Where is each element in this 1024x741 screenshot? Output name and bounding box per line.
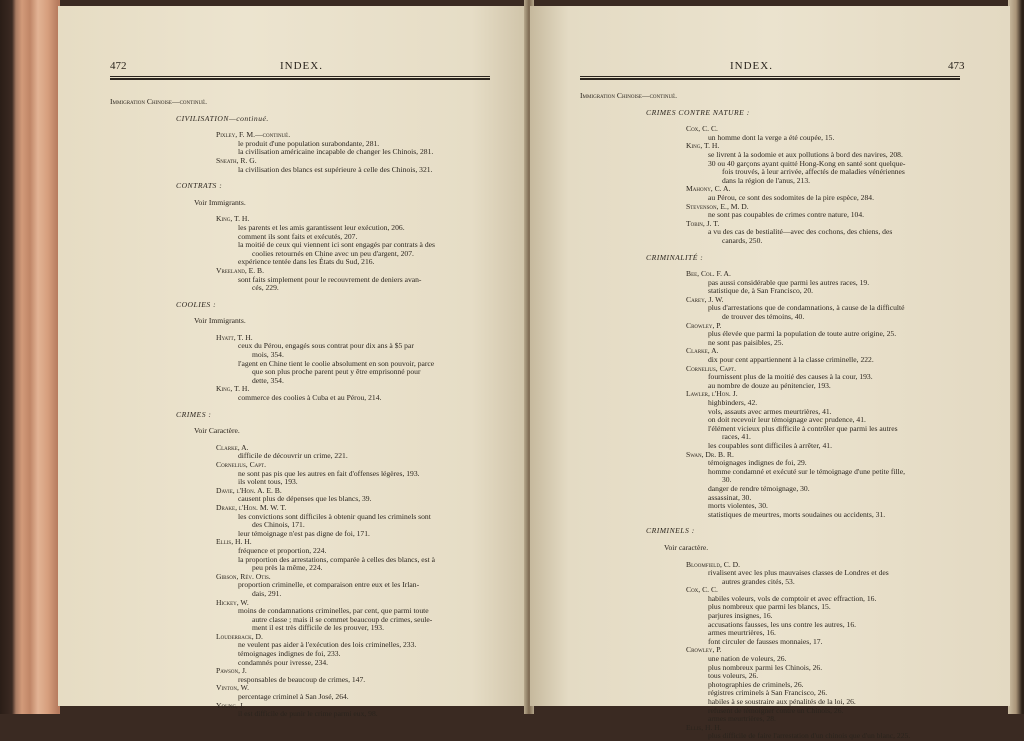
index-entry: morts violentes, 30. xyxy=(708,501,768,511)
right-page xyxy=(530,6,1010,741)
witness-name: Vinton, W. xyxy=(216,683,249,693)
witness-name: King, T. H. xyxy=(216,214,250,224)
index-entry: habiles à se soustraire aux pénalités de la loi, 26. xyxy=(708,697,856,706)
index-entry: habiles voleurs, vols de comptoir et avec effraction, 16. xyxy=(708,593,877,603)
left-index-text xyxy=(110,94,510,719)
page-edges-right xyxy=(1008,0,1024,714)
witness-name: Hyatt, T. H. xyxy=(216,332,253,342)
index-entry: sont faits simplement pour le recouvrement de deniers avan- xyxy=(238,274,422,284)
right-running-header: INDEX. xyxy=(730,60,773,72)
witness-name: Gibson, Rév. Otis. xyxy=(216,571,271,581)
index-entry: statistiques de meurtres, morts soudaines ou accidents, 31. xyxy=(708,509,886,519)
index-entry: difficile de découvrir un crime, 221. xyxy=(238,451,348,461)
section-heading: CRIMINELS : xyxy=(646,526,695,536)
index-entry-continuation: dette, 354. xyxy=(252,375,284,385)
index-entry: vols, assauts avec armes meurtrières, 41. xyxy=(708,406,832,416)
index-entry: un homme dont la verge a été coupée, 15. xyxy=(708,132,835,142)
see-also-reference: Voir Immigrants. xyxy=(194,316,246,326)
index-entry: régistres criminels à San Francisco, 26. xyxy=(708,688,828,698)
index-entry: fournissent plus de la moitié des causes à la cour, 193. xyxy=(708,372,873,382)
index-entry: la civilisation américaine incapable de changer les Chinois, 281. xyxy=(238,147,434,157)
witness-name: Cornelius, Capt. xyxy=(686,363,736,373)
witness-name: Ellis, H. H. xyxy=(216,537,252,547)
index-entry: highbinders, 42. xyxy=(708,398,758,407)
index-entry: ne sont pas pis que les autres en fait d'offenses légères, 193. xyxy=(238,468,420,478)
right-page-number: 473 xyxy=(948,60,965,72)
index-entry: homme condamné et exécuté sur le témoignage d'une petite fille, xyxy=(708,466,906,476)
index-entry: pas aussi considérable que parmi les autres races, 19. xyxy=(708,277,870,287)
witness-name: Cornelius, Capt. xyxy=(216,460,266,469)
index-entry: témoignages indignes de foi, 29. xyxy=(708,458,807,468)
index-entry-continuation: canards, 250. xyxy=(722,235,763,245)
index-entry: témoignages indignes de foi, 233. xyxy=(238,649,341,659)
index-entry: fréquence et proportion, 224. xyxy=(238,545,327,555)
witness-name: Lawler, l'Hon. J. xyxy=(686,389,738,399)
witness-name: Hickey, W. xyxy=(216,597,249,607)
left-page xyxy=(58,6,528,719)
index-entry: ils volent tous, 193. xyxy=(238,477,298,487)
index-entry: ne sont pas coupables de crimes contre nature, 104. xyxy=(708,210,865,220)
index-entry-continuation: races, 41. xyxy=(722,432,751,442)
index-entry: moins de condamnations criminelles, par cent, que parmi toute xyxy=(238,606,429,616)
witness-name: Crowley, P. xyxy=(686,320,722,330)
section-heading: CRIMINALITÉ : xyxy=(646,252,704,262)
index-entry: se livrent à la sodomie et aux pollutions à bord des navires, 208. xyxy=(708,149,903,159)
index-entry: plus nombreux parmi les Chinois, 26. xyxy=(708,662,823,672)
section-heading: CONTRATS : xyxy=(176,181,223,191)
index-entry: les parents et les amis garantissent leur exécution, 206. xyxy=(238,222,405,232)
see-also-reference: Voir caractère. xyxy=(664,542,709,552)
index-entry: au Pérou, ce sont des sodomites de la pire espèce, 284. xyxy=(708,192,874,202)
index-entry: condamnés pour ivresse, 234. xyxy=(238,657,329,667)
index-entry: une nation de voleurs, 26. xyxy=(708,654,787,664)
index-entry: les convictions sont difficiles à obtenir quand les criminels sont xyxy=(238,511,431,521)
right-header-rule xyxy=(580,76,960,80)
index-entry-continuation: autre classe ; mais il se commet beaucoup de crimes, seule- xyxy=(252,614,433,624)
index-entry: danger de rendre témoignage, 30. xyxy=(708,483,810,493)
witness-name: Davie, l'Hon. A. E. B. xyxy=(216,485,282,495)
right-index-text xyxy=(580,88,990,741)
index-entry: le produit d'une population surabondante, 281. xyxy=(238,138,380,148)
index-entry-continuation: autres grandes cités, 53. xyxy=(722,576,795,586)
witness-name: Ellis, H. H. xyxy=(686,722,722,732)
section-heading: CIVILISATION—continué. xyxy=(176,113,269,123)
section-heading: COOLIES : xyxy=(176,299,217,309)
witness-name: Tobin, J. T. xyxy=(686,218,720,228)
index-entry-continuation: ment il est très difficile de les prouver, 193. xyxy=(252,623,384,633)
witness-name: King, T. H. xyxy=(216,384,250,394)
witness-name: Clarke, A. xyxy=(686,346,719,356)
index-entry: percentage criminel à San José, 264. xyxy=(238,692,349,702)
continued-heading: Immigration Chinoise—continué. xyxy=(580,91,678,100)
index-entry: 30 ou 40 garçons ayant quitté Hong-Kong en santé sont quelque- xyxy=(708,158,906,168)
page-edges-left xyxy=(0,0,60,714)
section-heading: CRIMES : xyxy=(176,409,212,419)
index-entry: proportion criminelle, et comparaison entre eux et les Irlan- xyxy=(238,580,420,590)
index-entry: plus nombreux que parmi les blancs, 15. xyxy=(708,602,831,612)
index-entry-continuation: fois trouvés, à leur arrivée, affectés de maladies vénériennes xyxy=(722,167,905,177)
witness-name: Drake, l'Hon. M. W. T. xyxy=(216,502,287,512)
index-entry: causent plus de dépenses que les blancs, 39. xyxy=(238,494,372,504)
left-header-rule xyxy=(110,76,490,80)
index-entry: refusent de témoigner contre un Chinois, 26. xyxy=(708,705,844,715)
witness-name: King, T. H. xyxy=(686,141,720,151)
index-entry: responsables de beaucoup de crimes, 147. xyxy=(238,674,366,684)
witness-name: Pixley, F. M.—continué. xyxy=(216,130,291,140)
witness-name: Swan, Dr. B. R. xyxy=(686,449,734,459)
index-entry: accusations fausses, les uns contre les autres, 16. xyxy=(708,619,857,629)
index-entry: plus élevée que parmi la population de toute autre origine, 25. xyxy=(708,329,897,339)
witness-name: Sneath, R. G. xyxy=(216,155,257,165)
continued-heading: Immigration Chinoise—continué. xyxy=(110,97,208,106)
index-entry-continuation: 30. xyxy=(722,475,732,485)
witness-name: Mahony, C. A. xyxy=(686,184,731,194)
index-entry: on doit recevoir leur témoignage avec prudence, 41. xyxy=(708,415,866,425)
index-entry: expérience tentée dans les États du Sud, 216. xyxy=(238,257,375,267)
index-entry: la moitié de ceux qui viennent ici sont engagés par contrats à des xyxy=(238,240,435,250)
witness-name: Bee, Col. F. A. xyxy=(686,269,731,279)
index-entry: plus d'arrestations que de condamnations, à cause de la difficulté xyxy=(708,303,905,313)
index-entry-continuation: cés, 229. xyxy=(252,283,279,293)
index-entry-continuation: que son plus proche parent peut y être emprisonné pour xyxy=(252,367,421,377)
witness-name: Clarke, A. xyxy=(216,442,249,452)
witness-name: Bloomfield, C. D. xyxy=(686,559,740,569)
section-heading: CRIMES CONTRE NATURE : xyxy=(646,107,750,117)
index-entry: rivalisent avec les plus mauvaises classes de Londres et des xyxy=(708,568,889,578)
index-entry-continuation: dais, 291. xyxy=(252,588,282,598)
index-entry: photographies de criminels, 26. xyxy=(708,679,804,689)
index-entry: la proportion des arrestations, comparée à celles des blancs, est à xyxy=(238,554,435,564)
see-also-reference: Voir Caractère. xyxy=(194,426,240,436)
witness-name: Young, J. xyxy=(216,700,245,710)
index-entry: les coupables sont difficiles à arrêter, 41. xyxy=(708,440,832,450)
index-entry: tous voleurs, 26. xyxy=(708,671,759,681)
witness-name: Louderback, D. xyxy=(216,631,263,641)
witness-name: Cox, C. C. xyxy=(686,585,718,595)
index-entry-continuation: des Chinois, 171. xyxy=(252,520,305,530)
index-entry: l'élément vicieux plus difficile à contrôler que parmi les autres xyxy=(708,423,898,433)
witness-name: Cox, C. C. xyxy=(686,124,718,134)
index-entry-continuation: mois, 354. xyxy=(252,350,284,360)
index-entry: assassinat, 30. xyxy=(708,492,752,502)
index-entry: ne veulent pas aider à l'exécution des lois criminelles, 233. xyxy=(238,640,417,650)
witness-name: Vreeland, E. B. xyxy=(216,265,265,275)
left-running-header: INDEX. xyxy=(280,60,323,72)
see-also-reference: Voir Immigrants. xyxy=(194,197,246,207)
witness-name: Pawson, J. xyxy=(216,666,247,676)
index-entry: l'agent en Chine tient le coolie absolument en son pouvoir, parce xyxy=(238,358,435,368)
index-entry: la civilisation des blancs est supérieure à celle des Chinois, 321. xyxy=(238,164,433,174)
index-entry-continuation: dans la région de l'anus, 213. xyxy=(722,175,811,185)
index-entry: leur témoignage n'est pas digne de foi, 171. xyxy=(238,528,370,538)
index-entry-continuation: coolies retournés en Chine avec un peu d'argent, 207. xyxy=(252,248,414,258)
index-entry: font circuler de fausses monnaies, 17. xyxy=(708,636,823,646)
index-entry: il est difficile de punir le crime parmi eux, 98. xyxy=(238,709,378,719)
witness-name: Carey, J. W. xyxy=(686,294,724,304)
index-entry: armes meurtrières, 28. xyxy=(708,714,776,724)
left-page-number: 472 xyxy=(110,60,127,72)
index-entry: statistique de, à San Francisco, 20. xyxy=(708,286,814,296)
index-entry: parjures insignes, 16. xyxy=(708,611,773,621)
index-entry: dix pour cent appartiennent à la classe criminelle, 222. xyxy=(708,355,874,365)
index-entry: a vu des cas de bestialité—avec des cochons, des chiens, des xyxy=(708,227,893,237)
index-entry: comment ils sont faits et exécutés, 207. xyxy=(238,231,358,241)
index-entry: plus difficile de faire l'arrestation d'un chinois que d'un blanc, 225. xyxy=(708,731,911,741)
witness-name: Stevenson, E., M. D. xyxy=(686,201,749,211)
index-entry: au nombre de douze au pénitencier, 193. xyxy=(708,380,831,390)
index-entry: armes meurtrières, 16. xyxy=(708,628,776,638)
witness-name: Crowley, P. xyxy=(686,645,722,655)
index-entry: ceux du Pérou, engagés sous contrat pour dix ans à $5 par xyxy=(238,341,414,351)
index-entry-continuation: peu près la même, 224. xyxy=(252,563,323,573)
index-entry: ne sont pas paisibles, 25. xyxy=(708,337,784,347)
index-entry-continuation: de trouver des témoins, 40. xyxy=(722,312,805,322)
index-entry: commerce des coolies à Cuba et au Pérou, 214. xyxy=(238,393,382,403)
